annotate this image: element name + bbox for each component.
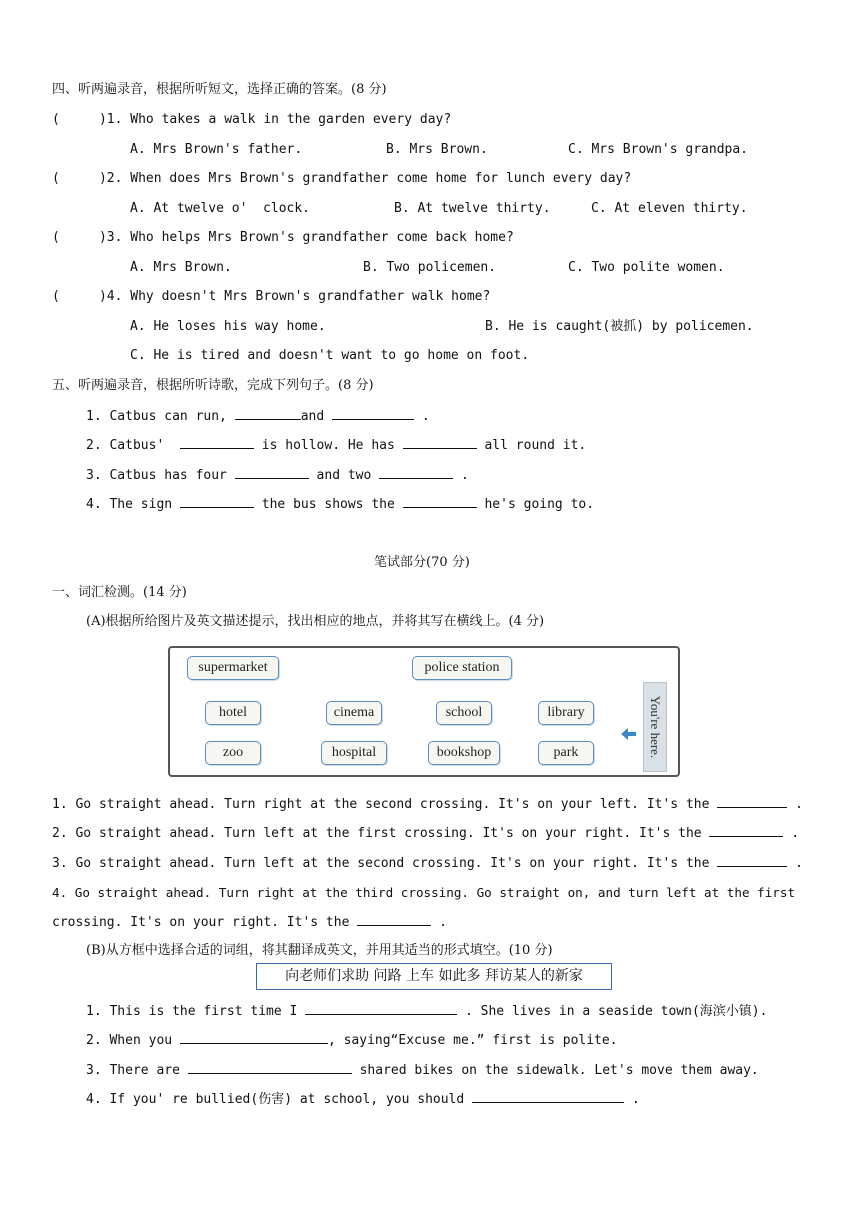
option-c: C. Two polite women. xyxy=(568,260,725,275)
option-b: B. Two policemen. xyxy=(363,260,497,275)
part-a-instruction: (A)根据所给图片及英文描述提示，找出相应的地点，并将其写在横线上。(4 分) xyxy=(86,614,545,629)
answer-blank[interactable] xyxy=(403,495,477,508)
map-picture xyxy=(168,646,680,777)
answer-blank[interactable] xyxy=(717,795,787,808)
answer-bracket[interactable]: ( )2. xyxy=(52,171,123,186)
direction-end: . xyxy=(439,915,447,930)
direction-end: . xyxy=(795,797,803,812)
question-2 xyxy=(52,170,631,188)
item-text: Catbus' xyxy=(109,438,165,453)
direction-text: 2. Go straight ahead. Turn left at the first crossing. It's on your right. It's the xyxy=(52,826,702,841)
place-police-station: police station xyxy=(412,656,512,680)
you-are-here-text: You're here. xyxy=(648,695,663,759)
item-text: When you xyxy=(109,1033,173,1048)
option-a: A. He loses his way home. xyxy=(130,319,326,334)
direction-4-line-1: 4. Go straight ahead. Turn right at the third crossing. Go straight on, and turn left at the first xyxy=(52,885,796,900)
item-text: and xyxy=(300,409,325,424)
question-text: Why doesn't Mrs Brown's grandfather walk home? xyxy=(130,289,491,304)
vocabulary-heading: 一、词汇检测。(14 分) xyxy=(52,585,187,600)
answer-blank[interactable] xyxy=(180,436,254,449)
item-text: . xyxy=(421,409,430,424)
answer-blank[interactable] xyxy=(188,1061,352,1074)
poem-item-4 xyxy=(86,495,594,514)
answer-bracket[interactable]: ( )1. xyxy=(52,112,123,127)
item-text: This is the first time I xyxy=(109,1004,298,1019)
direction-text: 1. Go straight ahead. Turn right at the second crossing. It's on your left. It's the xyxy=(52,797,710,812)
fill-item-1 xyxy=(86,1002,767,1021)
direction-4-line-2 xyxy=(52,913,447,932)
option-c: C. He is tired and doesn't want to go home on foot. xyxy=(130,348,530,363)
item-text: , saying“Excuse me.” first is polite. xyxy=(327,1033,618,1048)
place-park: park xyxy=(538,741,594,765)
direction-3 xyxy=(52,854,803,873)
direction-end: . xyxy=(791,826,800,841)
place-bookshop: bookshop xyxy=(428,741,500,765)
item-number: 4. xyxy=(86,1092,102,1107)
answer-blank[interactable] xyxy=(235,466,309,479)
direction-text: crossing. It's on your right. It's the xyxy=(52,915,350,930)
poem-item-2 xyxy=(86,436,586,455)
item-text: There are xyxy=(109,1063,180,1078)
item-number: 3. xyxy=(86,1063,102,1078)
item-text: is hollow. He has xyxy=(261,438,395,453)
item-number: 3. xyxy=(86,468,102,483)
fill-item-4 xyxy=(86,1090,640,1109)
option-a: A. Mrs Brown. xyxy=(130,260,232,275)
direction-2 xyxy=(52,824,799,843)
item-text: . She lives in a seaside town(海滨小镇). xyxy=(464,1004,768,1019)
poem-item-3 xyxy=(86,466,469,485)
part-b-instruction: (B)从方框中选择合适的词组，将其翻译成英文，并用其适当的形式填空。(10 分) xyxy=(86,943,553,958)
item-text: all round it. xyxy=(484,438,587,453)
item-number: 2. xyxy=(86,438,102,453)
fill-item-2 xyxy=(86,1031,618,1050)
direction-text: 3. Go straight ahead. Turn left at the second crossing. It's on your right. It's the xyxy=(52,856,710,871)
item-text: Catbus can run, xyxy=(109,409,227,424)
place-hotel: hotel xyxy=(205,701,261,725)
place-hospital: hospital xyxy=(321,741,387,765)
option-c: C. At eleven thirty. xyxy=(591,201,748,216)
written-part-title: 笔试部分(70 分) xyxy=(374,555,470,570)
item-number: 2. xyxy=(86,1033,102,1048)
answer-blank[interactable] xyxy=(717,854,787,867)
answer-blank[interactable] xyxy=(357,913,431,926)
option-b: B. At twelve thirty. xyxy=(394,201,551,216)
option-b: B. Mrs Brown. xyxy=(386,142,488,157)
item-number: 1. xyxy=(86,1004,102,1019)
item-text: Catbus has four xyxy=(109,468,227,483)
answer-bracket[interactable]: ( )4. xyxy=(52,289,123,304)
question-text: When does Mrs Brown's grandfather come home for lunch every day? xyxy=(130,171,632,186)
answer-blank[interactable] xyxy=(180,1031,328,1044)
answer-blank[interactable] xyxy=(379,466,453,479)
place-library: library xyxy=(538,701,594,725)
answer-blank[interactable] xyxy=(305,1002,457,1015)
item-text: The sign xyxy=(109,497,173,512)
item-text: he's going to. xyxy=(484,497,595,512)
poem-item-1 xyxy=(86,407,430,426)
place-school: school xyxy=(436,701,492,725)
item-text: If you' re bullied(伤害) at school, you should xyxy=(109,1092,465,1107)
fill-item-3 xyxy=(86,1061,759,1080)
section-four-heading: 四、听两遍录音，根据所听短文，选择正确的答案。(8 分) xyxy=(52,82,387,97)
answer-blank[interactable] xyxy=(472,1090,624,1103)
question-4 xyxy=(52,288,490,306)
arrow-left-icon xyxy=(621,728,637,740)
section-five-heading: 五、听两遍录音，根据所听诗歌，完成下列句子。(8 分) xyxy=(52,378,374,393)
answer-bracket[interactable]: ( )3. xyxy=(52,230,123,245)
option-a: A. Mrs Brown's father. xyxy=(130,142,303,157)
option-c: C. Mrs Brown's grandpa. xyxy=(568,142,749,157)
answer-blank[interactable] xyxy=(709,824,783,837)
place-supermarket: supermarket xyxy=(187,656,279,680)
item-text: . xyxy=(631,1092,640,1107)
you-are-here-label xyxy=(643,682,667,772)
answer-blank[interactable] xyxy=(403,436,477,449)
item-text: and two xyxy=(316,468,372,483)
option-b: B. He is caught(被抓) by policemen. xyxy=(485,319,754,334)
place-zoo: zoo xyxy=(205,741,261,765)
item-text: shared bikes on the sidewalk. Let's move them away. xyxy=(359,1063,759,1078)
place-cinema: cinema xyxy=(326,701,382,725)
answer-blank[interactable] xyxy=(180,495,254,508)
direction-end: . xyxy=(795,856,803,871)
answer-blank[interactable] xyxy=(332,407,414,420)
question-text: Who takes a walk in the garden every day? xyxy=(130,112,452,127)
word-bank-box: 向老师们求助 问路 上车 如此多 拜访某人的新家 xyxy=(256,963,612,990)
option-a: A. At twelve o' clock. xyxy=(130,201,311,216)
question-3 xyxy=(52,229,514,247)
item-number: 1. xyxy=(86,409,102,424)
direction-1 xyxy=(52,795,803,814)
question-text: Who helps Mrs Brown's grandfather come back home? xyxy=(130,230,514,245)
item-number: 4. xyxy=(86,497,102,512)
item-text: . xyxy=(461,468,469,483)
question-1 xyxy=(52,111,451,129)
item-text: the bus shows the xyxy=(261,497,395,512)
answer-blank[interactable] xyxy=(235,407,301,420)
